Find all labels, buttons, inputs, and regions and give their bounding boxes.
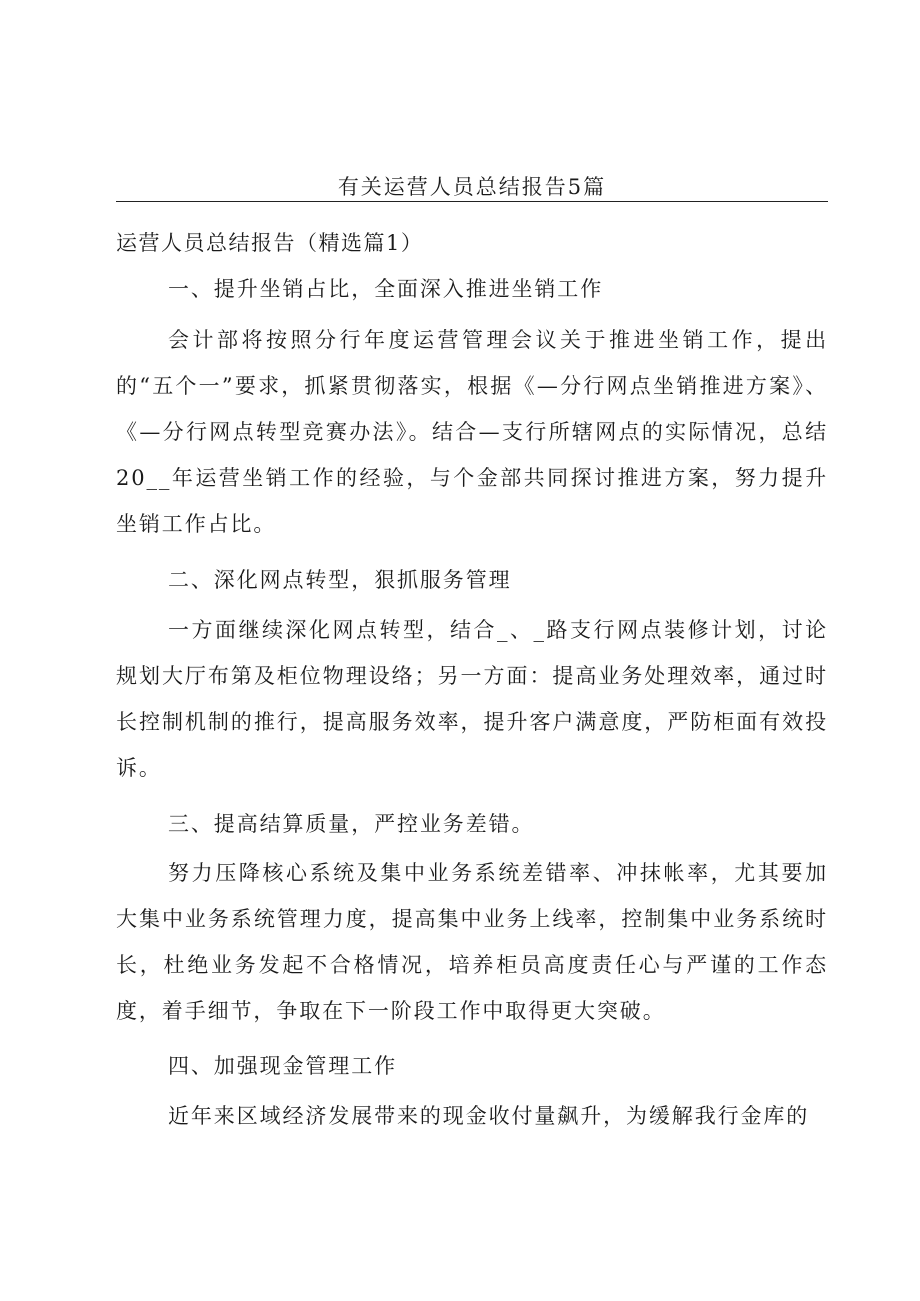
paragraph-heading-2: 二、深化网点转型，狠抓服务管理 bbox=[168, 568, 512, 592]
paragraph-heading-3: 三、提高结算质量，严控业务差错。 bbox=[168, 812, 535, 836]
title-divider bbox=[116, 201, 828, 202]
section-heading: 运营人员总结报告（精选篇1） bbox=[116, 231, 424, 255]
paragraph-3: 努力压降核心系统及集中业务系统差错率、冲抹帐率，尤其要加大集中业务系统管理力度，提高集中业务上线率，控制集中业务系统时长，杜绝业务发起不合格情况，培养柜员高度责任心与严谨的工作态度，着手细节，争取在下一阶段工作中取得更大突破。 bbox=[116, 861, 828, 1023]
document-title: 有关运营人员总结报告5篇 bbox=[337, 175, 607, 199]
paragraph-4: 近年来区域经济发展带来的现金收付量飙升，为缓解我行金库的 bbox=[168, 1104, 810, 1128]
paragraph-heading-4: 四、加强现金管理工作 bbox=[168, 1054, 397, 1078]
paragraph-1: 会计部将按照分行年度运营管理会议关于推进坐销工作，提出的“五个一”要求，抓紧贯彻落实，根据《—分行网点坐销推进方案》、《—分行网点转型竞赛办法》。结合—支行所辖网点的实际情况，总结20__年运营坐销工作的经验，与个金部共同探讨推进方案，努力提升坐销工作占比。 bbox=[116, 328, 828, 536]
paragraph-2: 一方面继续深化网点转型，结合_、_路支行网点装修计划，讨论规划大厅布第及柜位物理设络；另一方面：提高业务处理效率，通过时长控制机制的推行，提高服务效率，提升客户满意度，严防柜面有效投诉。 bbox=[116, 618, 828, 780]
paragraph-heading-1: 一、提升坐销占比，全面深入推进坐销工作 bbox=[168, 277, 604, 301]
